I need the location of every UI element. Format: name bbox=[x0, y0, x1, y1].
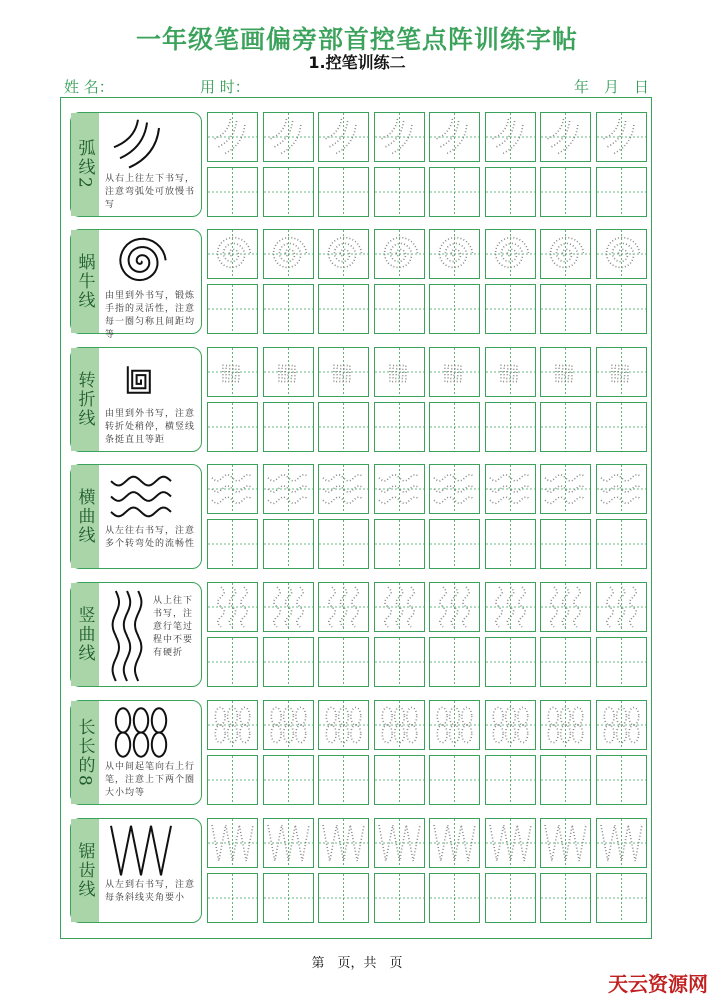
dotted-guide-icon bbox=[430, 583, 479, 631]
dotted-guide-icon bbox=[430, 230, 479, 278]
page-subtitle: 1.控笔训练二 bbox=[308, 53, 406, 72]
blank-cell[interactable] bbox=[596, 873, 647, 923]
grid-guide-icon bbox=[486, 520, 535, 568]
dotted-guide-icon bbox=[430, 701, 479, 749]
dotted-guide-icon bbox=[486, 230, 535, 278]
grid-guide-icon bbox=[264, 638, 313, 686]
trace-cell[interactable] bbox=[540, 700, 591, 750]
practice-grid bbox=[207, 582, 651, 687]
grid-guide-icon bbox=[597, 285, 646, 333]
dotted-guide-icon bbox=[486, 701, 535, 749]
sample-stroke-icon bbox=[111, 705, 171, 760]
dotted-guide-icon bbox=[319, 583, 368, 631]
stroke-description: 从上往下书写，注意行笔过程中不要有硬折 bbox=[153, 596, 194, 658]
dotted-guide-icon bbox=[597, 113, 646, 161]
dotted-guide-icon bbox=[208, 230, 257, 278]
blank-cell[interactable] bbox=[374, 755, 425, 805]
blank-cell[interactable] bbox=[540, 755, 591, 805]
grid-guide-icon bbox=[486, 638, 535, 686]
grid-guide-icon bbox=[375, 874, 424, 922]
trace-cell[interactable] bbox=[374, 818, 425, 868]
dotted-guide-icon bbox=[208, 701, 257, 749]
trace-cell[interactable] bbox=[485, 464, 536, 514]
stroke-label-box bbox=[71, 465, 99, 568]
trace-cell[interactable] bbox=[318, 582, 369, 632]
stroke-label-box bbox=[71, 701, 99, 804]
stroke-description: 从左往右书写，注意多个转弯处的流畅性 bbox=[105, 526, 196, 549]
stroke-description: 由里到外书写，锻炼手指的灵活性，注意每一圈匀称且间距均等 bbox=[105, 291, 196, 340]
blank-cell[interactable] bbox=[318, 167, 369, 217]
blank-cell[interactable] bbox=[540, 167, 591, 217]
dotted-guide-icon bbox=[541, 583, 590, 631]
dotted-guide-icon bbox=[430, 819, 479, 867]
page-footer: 第 页，共 页 bbox=[311, 956, 403, 971]
blank-cell[interactable] bbox=[429, 873, 480, 923]
blank-cell[interactable] bbox=[207, 167, 258, 217]
dotted-guide-icon bbox=[264, 230, 313, 278]
stroke-label: 弧线2 bbox=[74, 139, 95, 190]
trace-cell[interactable] bbox=[374, 112, 425, 162]
blank-cell[interactable] bbox=[263, 402, 314, 452]
grid-guide-icon bbox=[430, 520, 479, 568]
trace-cell[interactable] bbox=[429, 464, 480, 514]
trace-cell[interactable] bbox=[540, 582, 591, 632]
blank-cell[interactable] bbox=[596, 519, 647, 569]
blank-cell[interactable] bbox=[374, 519, 425, 569]
grid-guide-icon bbox=[375, 403, 424, 451]
stroke-card bbox=[70, 464, 202, 569]
blank-cell[interactable] bbox=[596, 284, 647, 334]
dotted-guide-icon bbox=[541, 230, 590, 278]
trace-cell[interactable] bbox=[318, 229, 369, 279]
stroke-card bbox=[70, 229, 202, 340]
dotted-guide-icon bbox=[541, 819, 590, 867]
stroke-label-box bbox=[71, 583, 99, 686]
grid-guide-icon bbox=[375, 285, 424, 333]
sample-stroke-icon bbox=[111, 469, 171, 524]
grid-guide-icon bbox=[264, 874, 313, 922]
trace-cell[interactable] bbox=[540, 112, 591, 162]
practice-grid bbox=[207, 700, 651, 805]
grid-guide-icon bbox=[208, 520, 257, 568]
stroke-label: 锯齿线 bbox=[74, 842, 95, 899]
trace-cell[interactable] bbox=[429, 700, 480, 750]
blank-cell[interactable] bbox=[207, 873, 258, 923]
stroke-label-box bbox=[71, 230, 99, 333]
sample-stroke-icon bbox=[111, 234, 171, 289]
blank-cell[interactable] bbox=[374, 873, 425, 923]
date-label: 年 月 日 bbox=[574, 78, 650, 96]
blank-cell[interactable] bbox=[263, 637, 314, 687]
grid-guide-icon bbox=[541, 638, 590, 686]
time-label: 用 时： bbox=[200, 78, 250, 96]
blank-cell[interactable] bbox=[429, 519, 480, 569]
blank-cell[interactable] bbox=[429, 284, 480, 334]
dotted-guide-icon bbox=[375, 348, 424, 396]
trace-cell[interactable] bbox=[596, 112, 647, 162]
trace-cell[interactable] bbox=[596, 818, 647, 868]
blank-cell[interactable] bbox=[485, 873, 536, 923]
blank-cell[interactable] bbox=[318, 873, 369, 923]
trace-cell[interactable] bbox=[207, 347, 258, 397]
dotted-guide-icon bbox=[597, 465, 646, 513]
blank-cell[interactable] bbox=[318, 637, 369, 687]
dotted-guide-icon bbox=[264, 701, 313, 749]
stroke-label: 竖曲线 bbox=[74, 606, 95, 663]
dotted-guide-icon bbox=[430, 113, 479, 161]
trace-cell[interactable] bbox=[429, 112, 480, 162]
blank-cell[interactable] bbox=[207, 755, 258, 805]
trace-cell[interactable] bbox=[263, 464, 314, 514]
stroke-label-box bbox=[71, 348, 99, 451]
dotted-guide-icon bbox=[208, 819, 257, 867]
sample-stroke-icon bbox=[111, 117, 171, 172]
grid-guide-icon bbox=[319, 756, 368, 804]
grid-guide-icon bbox=[264, 403, 313, 451]
trace-cell[interactable] bbox=[429, 347, 480, 397]
trace-cell[interactable] bbox=[374, 582, 425, 632]
practice-row bbox=[70, 464, 650, 569]
grid-guide-icon bbox=[208, 403, 257, 451]
practice-row bbox=[70, 582, 650, 687]
blank-cell[interactable] bbox=[429, 402, 480, 452]
grid-guide-icon bbox=[597, 403, 646, 451]
blank-cell[interactable] bbox=[540, 519, 591, 569]
dotted-guide-icon bbox=[541, 348, 590, 396]
trace-cell[interactable] bbox=[318, 347, 369, 397]
trace-cell[interactable] bbox=[429, 229, 480, 279]
trace-cell[interactable] bbox=[596, 464, 647, 514]
practice-row bbox=[70, 818, 650, 923]
trace-cell[interactable] bbox=[318, 112, 369, 162]
grid-guide-icon bbox=[430, 285, 479, 333]
dotted-guide-icon bbox=[486, 113, 535, 161]
grid-guide-icon bbox=[375, 520, 424, 568]
grid-guide-icon bbox=[264, 285, 313, 333]
stroke-card bbox=[70, 700, 202, 805]
dotted-guide-icon bbox=[264, 465, 313, 513]
grid-guide-icon bbox=[430, 874, 479, 922]
trace-cell[interactable] bbox=[318, 464, 369, 514]
practice-grid bbox=[207, 347, 651, 452]
stroke-description: 由里到外书写，注意转折处稍停，横竖线条挺直且等距 bbox=[105, 409, 196, 445]
stroke-description: 从左到右书写，注意每条斜线夹角要小 bbox=[105, 880, 196, 903]
page-title: 一年级笔画偏旁部首控笔点阵训练字帖 bbox=[135, 25, 578, 54]
trace-cell[interactable] bbox=[485, 700, 536, 750]
dotted-guide-icon bbox=[597, 230, 646, 278]
practice-row bbox=[70, 229, 650, 340]
grid-guide-icon bbox=[375, 756, 424, 804]
grid-guide-icon bbox=[597, 874, 646, 922]
name-label: 姓 名： bbox=[64, 78, 114, 96]
blank-cell[interactable] bbox=[263, 284, 314, 334]
stroke-label: 转折线 bbox=[74, 371, 95, 428]
practice-grid bbox=[207, 229, 651, 334]
stroke-card bbox=[70, 112, 202, 217]
trace-cell[interactable] bbox=[263, 700, 314, 750]
practice-grid bbox=[207, 464, 651, 569]
grid-guide-icon bbox=[486, 756, 535, 804]
dotted-guide-icon bbox=[264, 583, 313, 631]
blank-cell[interactable] bbox=[540, 873, 591, 923]
trace-cell[interactable] bbox=[596, 347, 647, 397]
blank-cell[interactable] bbox=[485, 284, 536, 334]
dotted-guide-icon bbox=[264, 348, 313, 396]
dotted-guide-icon bbox=[541, 701, 590, 749]
trace-cell[interactable] bbox=[540, 818, 591, 868]
grid-guide-icon bbox=[264, 168, 313, 216]
blank-cell[interactable] bbox=[263, 755, 314, 805]
grid-guide-icon bbox=[430, 638, 479, 686]
dotted-guide-icon bbox=[597, 583, 646, 631]
trace-cell[interactable] bbox=[429, 818, 480, 868]
grid-guide-icon bbox=[486, 285, 535, 333]
dotted-guide-icon bbox=[375, 583, 424, 631]
grid-guide-icon bbox=[208, 756, 257, 804]
stroke-description: 从右上往左下书写，注意弯弧处可放慢书写 bbox=[105, 174, 196, 210]
grid-guide-icon bbox=[486, 403, 535, 451]
practice-row bbox=[70, 347, 650, 452]
blank-cell[interactable] bbox=[207, 284, 258, 334]
trace-cell[interactable] bbox=[318, 818, 369, 868]
blank-cell[interactable] bbox=[263, 519, 314, 569]
blank-cell[interactable] bbox=[374, 284, 425, 334]
stroke-card bbox=[70, 582, 202, 687]
grid-guide-icon bbox=[430, 168, 479, 216]
blank-cell[interactable] bbox=[540, 637, 591, 687]
trace-cell[interactable] bbox=[263, 229, 314, 279]
blank-cell[interactable] bbox=[318, 755, 369, 805]
dotted-guide-icon bbox=[264, 819, 313, 867]
trace-cell[interactable] bbox=[596, 700, 647, 750]
grid-guide-icon bbox=[430, 756, 479, 804]
trace-cell[interactable] bbox=[263, 112, 314, 162]
stroke-card bbox=[70, 818, 202, 923]
dotted-guide-icon bbox=[375, 701, 424, 749]
trace-cell[interactable] bbox=[485, 347, 536, 397]
dotted-guide-icon bbox=[430, 465, 479, 513]
blank-cell[interactable] bbox=[429, 755, 480, 805]
blank-cell[interactable] bbox=[207, 637, 258, 687]
blank-cell[interactable] bbox=[596, 755, 647, 805]
blank-cell[interactable] bbox=[318, 402, 369, 452]
dotted-guide-icon bbox=[486, 819, 535, 867]
dotted-guide-icon bbox=[375, 113, 424, 161]
trace-cell[interactable] bbox=[540, 229, 591, 279]
trace-cell[interactable] bbox=[207, 818, 258, 868]
grid-guide-icon bbox=[597, 520, 646, 568]
grid-guide-icon bbox=[208, 638, 257, 686]
trace-cell[interactable] bbox=[374, 464, 425, 514]
trace-cell[interactable] bbox=[596, 229, 647, 279]
grid-guide-icon bbox=[319, 520, 368, 568]
dotted-guide-icon bbox=[208, 583, 257, 631]
blank-cell[interactable] bbox=[318, 519, 369, 569]
blank-cell[interactable] bbox=[485, 519, 536, 569]
dotted-guide-icon bbox=[375, 465, 424, 513]
dotted-guide-icon bbox=[264, 113, 313, 161]
blank-cell[interactable] bbox=[485, 637, 536, 687]
trace-cell[interactable] bbox=[485, 818, 536, 868]
trace-cell[interactable] bbox=[374, 700, 425, 750]
grid-guide-icon bbox=[597, 638, 646, 686]
grid-guide-icon bbox=[319, 403, 368, 451]
trace-cell[interactable] bbox=[596, 582, 647, 632]
blank-cell[interactable] bbox=[374, 167, 425, 217]
dotted-guide-icon bbox=[486, 583, 535, 631]
dotted-guide-icon bbox=[319, 113, 368, 161]
stroke-label: 横曲线 bbox=[74, 488, 95, 545]
sample-stroke-icon bbox=[111, 823, 171, 878]
grid-guide-icon bbox=[208, 168, 257, 216]
grid-guide-icon bbox=[541, 756, 590, 804]
trace-cell[interactable] bbox=[263, 818, 314, 868]
grid-guide-icon bbox=[541, 168, 590, 216]
trace-cell[interactable] bbox=[485, 112, 536, 162]
trace-cell[interactable] bbox=[207, 229, 258, 279]
blank-cell[interactable] bbox=[596, 402, 647, 452]
trace-cell[interactable] bbox=[485, 582, 536, 632]
grid-guide-icon bbox=[597, 756, 646, 804]
trace-cell[interactable] bbox=[429, 582, 480, 632]
blank-cell[interactable] bbox=[485, 167, 536, 217]
dotted-guide-icon bbox=[319, 701, 368, 749]
grid-guide-icon bbox=[319, 638, 368, 686]
practice-grid bbox=[207, 112, 651, 217]
grid-guide-icon bbox=[319, 874, 368, 922]
watermark: 天云资源网 bbox=[608, 972, 708, 996]
blank-cell[interactable] bbox=[374, 402, 425, 452]
blank-cell[interactable] bbox=[540, 402, 591, 452]
stroke-label-box bbox=[71, 113, 99, 216]
blank-cell[interactable] bbox=[485, 755, 536, 805]
trace-cell[interactable] bbox=[207, 112, 258, 162]
dotted-guide-icon bbox=[208, 348, 257, 396]
trace-cell[interactable] bbox=[374, 229, 425, 279]
blank-cell[interactable] bbox=[207, 402, 258, 452]
grid-guide-icon bbox=[541, 285, 590, 333]
stroke-card bbox=[70, 347, 202, 452]
grid-guide-icon bbox=[208, 874, 257, 922]
grid-guide-icon bbox=[375, 638, 424, 686]
blank-cell[interactable] bbox=[263, 873, 314, 923]
dotted-guide-icon bbox=[319, 230, 368, 278]
stroke-label-box bbox=[71, 819, 99, 922]
practice-grid bbox=[207, 818, 651, 923]
trace-cell[interactable] bbox=[318, 700, 369, 750]
trace-cell[interactable] bbox=[374, 347, 425, 397]
dotted-guide-icon bbox=[597, 348, 646, 396]
trace-cell[interactable] bbox=[540, 347, 591, 397]
blank-cell[interactable] bbox=[596, 167, 647, 217]
grid-guide-icon bbox=[597, 168, 646, 216]
dotted-guide-icon bbox=[375, 819, 424, 867]
grid-guide-icon bbox=[208, 285, 257, 333]
dotted-guide-icon bbox=[208, 465, 257, 513]
trace-cell[interactable] bbox=[263, 582, 314, 632]
grid-guide-icon bbox=[319, 168, 368, 216]
trace-cell[interactable] bbox=[207, 700, 258, 750]
trace-cell[interactable] bbox=[207, 464, 258, 514]
grid-guide-icon bbox=[319, 285, 368, 333]
blank-cell[interactable] bbox=[596, 637, 647, 687]
grid-guide-icon bbox=[430, 403, 479, 451]
grid-guide-icon bbox=[541, 403, 590, 451]
sample-stroke-icon bbox=[107, 591, 147, 681]
dotted-guide-icon bbox=[597, 819, 646, 867]
dotted-guide-icon bbox=[541, 465, 590, 513]
blank-cell[interactable] bbox=[374, 637, 425, 687]
blank-cell[interactable] bbox=[429, 637, 480, 687]
grid-guide-icon bbox=[264, 520, 313, 568]
dotted-guide-icon bbox=[597, 701, 646, 749]
trace-cell[interactable] bbox=[540, 464, 591, 514]
blank-cell[interactable] bbox=[318, 284, 369, 334]
dotted-guide-icon bbox=[486, 348, 535, 396]
grid-guide-icon bbox=[264, 756, 313, 804]
trace-cell[interactable] bbox=[485, 229, 536, 279]
blank-cell[interactable] bbox=[429, 167, 480, 217]
grid-guide-icon bbox=[486, 874, 535, 922]
stroke-label: 长长的8 bbox=[74, 717, 95, 788]
stroke-description: 从中间起笔向右上行笔，注意上下两个圈大小均等 bbox=[105, 762, 196, 798]
dotted-guide-icon bbox=[430, 348, 479, 396]
trace-cell[interactable] bbox=[207, 582, 258, 632]
practice-row bbox=[70, 112, 650, 217]
grid-guide-icon bbox=[541, 874, 590, 922]
blank-cell[interactable] bbox=[540, 284, 591, 334]
dotted-guide-icon bbox=[541, 113, 590, 161]
sample-stroke-icon bbox=[111, 352, 171, 407]
dotted-guide-icon bbox=[208, 113, 257, 161]
practice-row bbox=[70, 700, 650, 805]
blank-cell[interactable] bbox=[207, 519, 258, 569]
stroke-label: 蜗牛线 bbox=[74, 253, 95, 310]
dotted-guide-icon bbox=[319, 465, 368, 513]
dotted-guide-icon bbox=[486, 465, 535, 513]
blank-cell[interactable] bbox=[485, 402, 536, 452]
grid-guide-icon bbox=[541, 520, 590, 568]
dotted-guide-icon bbox=[319, 819, 368, 867]
grid-guide-icon bbox=[375, 168, 424, 216]
trace-cell[interactable] bbox=[263, 347, 314, 397]
dotted-guide-icon bbox=[319, 348, 368, 396]
blank-cell[interactable] bbox=[263, 167, 314, 217]
grid-guide-icon bbox=[486, 168, 535, 216]
dotted-guide-icon bbox=[375, 230, 424, 278]
